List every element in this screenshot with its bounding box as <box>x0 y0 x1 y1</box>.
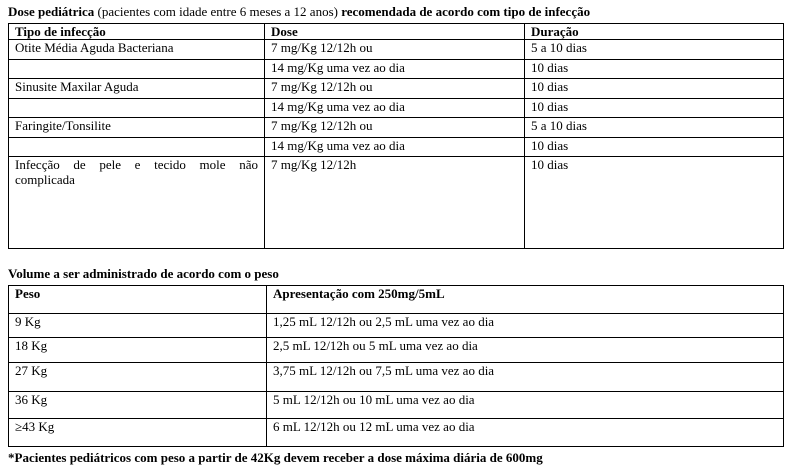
volume-table <box>8 285 784 447</box>
header-duracao: Duração <box>525 24 784 40</box>
cell-duration: 10 dias <box>525 60 784 79</box>
cell-dose: 7 mg/Kg 12/12h ou <box>265 79 525 99</box>
cell-duration: 10 dias <box>525 157 784 249</box>
cell-dose: 7 mg/Kg 12/12h ou <box>265 118 525 138</box>
cell-dose: 14 mg/Kg uma vez ao dia <box>265 138 525 157</box>
table-row <box>9 79 784 99</box>
dose-table <box>8 23 784 249</box>
cell-dose: 14 mg/Kg uma vez ao dia <box>265 99 525 118</box>
cell-infection <box>9 60 265 79</box>
cell-infection: Otite Média Aguda Bacteriana <box>9 40 265 60</box>
cell-volume: 5 mL 12/12h ou 10 mL uma vez ao dia <box>267 392 784 419</box>
table1-title-bold-1: Dose pediátrica <box>8 4 95 19</box>
cell-duration: 5 a 10 dias <box>525 40 784 60</box>
cell-dose: 7 mg/Kg 12/12h <box>265 157 525 249</box>
cell-weight: 18 Kg <box>9 338 267 363</box>
cell-infection: Sinusite Maxilar Aguda <box>9 79 265 99</box>
cell-volume: 1,25 mL 12/12h ou 2,5 mL uma vez ao dia <box>267 314 784 338</box>
table-header-row <box>9 24 784 40</box>
table1-title-normal: (pacientes com idade entre 6 meses a 12 anos) <box>94 4 342 19</box>
header-peso: Peso <box>9 286 267 314</box>
header-tipo-infeccao: Tipo de infecção <box>9 24 265 40</box>
cell-volume: 2,5 mL 12/12h ou 5 mL uma vez ao dia <box>267 338 784 363</box>
table-row <box>9 157 784 249</box>
header-apresentacao: Apresentação com 250mg/5mL <box>267 286 784 314</box>
cell-weight: 36 Kg <box>9 392 267 419</box>
table-row <box>9 118 784 138</box>
footnote: *Pacientes pediátricos com peso a partir de 42Kg devem receber a dose máxima diária de 600mg <box>8 450 543 465</box>
table-row <box>9 99 784 118</box>
table1-title-bold-2: recomendada de acordo com tipo de infecção <box>341 4 591 19</box>
table2-title: Volume a ser administrado de acordo com o peso <box>8 266 279 281</box>
table-row <box>9 338 784 363</box>
cell-weight: 9 Kg <box>9 314 267 338</box>
cell-duration: 10 dias <box>525 138 784 157</box>
cell-infection <box>9 138 265 157</box>
cell-volume: 6 mL 12/12h ou 12 mL uma vez ao dia <box>267 419 784 447</box>
cell-duration: 10 dias <box>525 99 784 118</box>
table-row <box>9 363 784 392</box>
header-dose: Dose <box>265 24 525 40</box>
cell-dose: 14 mg/Kg uma vez ao dia <box>265 60 525 79</box>
cell-infection: Faringite/Tonsilite <box>9 118 265 138</box>
table-header-row <box>9 286 784 314</box>
cell-duration: 10 dias <box>525 79 784 99</box>
cell-weight: 27 Kg <box>9 363 267 392</box>
table1-title <box>8 4 590 19</box>
cell-dose: 7 mg/Kg 12/12h ou <box>265 40 525 60</box>
cell-infection: Infecção de pele e tecido mole não complicada <box>9 157 265 249</box>
table-row <box>9 419 784 447</box>
table-row <box>9 138 784 157</box>
table-row <box>9 314 784 338</box>
table-row <box>9 60 784 79</box>
cell-infection <box>9 99 265 118</box>
cell-weight: ≥43 Kg <box>9 419 267 447</box>
table-row <box>9 40 784 60</box>
cell-volume: 3,75 mL 12/12h ou 7,5 mL uma vez ao dia <box>267 363 784 392</box>
table-row <box>9 392 784 419</box>
cell-duration: 5 a 10 dias <box>525 118 784 138</box>
